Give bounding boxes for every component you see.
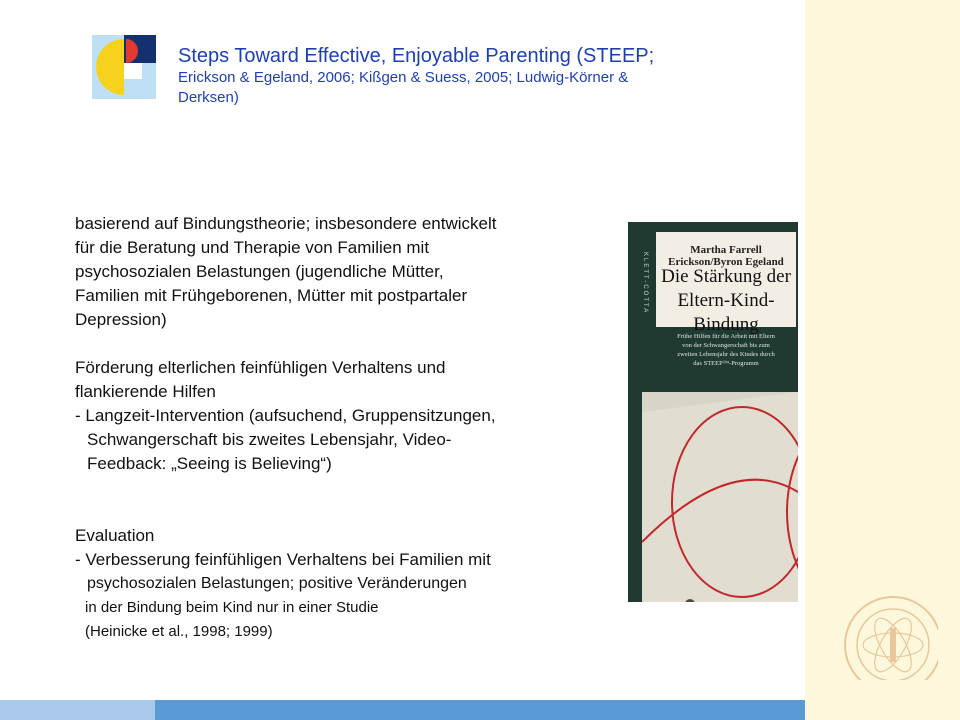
book-subtitle-line: von der Schwangerschaft bis zum	[682, 342, 770, 349]
body-line: - Langzeit-Intervention (aufsuchend, Gruppensitzungen,	[75, 406, 496, 425]
body-line: - Verbesserung feinfühligen Verhaltens bei Familien mit	[75, 550, 491, 569]
university-seal-icon	[818, 590, 938, 680]
university-logo-icon	[92, 35, 156, 99]
book-subtitle-line: das STEEP™-Programm	[693, 360, 759, 367]
book-subtitle	[666, 332, 786, 368]
slide-subtitle-line1: Erickson & Egeland, 2006; Kißgen & Suess, 2005; Ludwig-Körner &	[178, 69, 629, 86]
body-line: in der Bindung beim Kind nur in einer Studie	[85, 599, 379, 616]
body-line: flankierende Hilfen	[75, 382, 216, 401]
book-publisher: KLETT-COTTA	[642, 252, 648, 315]
body-line: Förderung elterlichen feinfühligen Verhaltens und	[75, 358, 446, 377]
body-line: (Heinicke et al., 1998; 1999)	[85, 623, 273, 640]
book-title-line2: Eltern-Kind-Bindung	[677, 290, 775, 335]
slide-header	[178, 44, 778, 108]
book-cover-image	[628, 222, 798, 602]
slide-body	[75, 212, 620, 644]
body-line: Evaluation	[75, 526, 155, 545]
book-cover-photo	[642, 392, 798, 602]
slide-title: Steps Toward Effective, Enjoyable Parenting (STEEP;	[178, 45, 655, 67]
body-line: für die Beratung und Therapie von Familien mit	[75, 238, 430, 257]
bottom-bar-light-segment	[0, 700, 155, 720]
body-line: psychosozialen Belastungen (jugendliche Mütter,	[75, 262, 444, 281]
book-title	[656, 265, 796, 337]
book-title-line1: Die Stärkung der	[661, 266, 791, 287]
body-line: Feedback: „Seeing is Believing“)	[87, 454, 332, 473]
bottom-bar	[0, 700, 805, 720]
body-line: Depression)	[75, 310, 167, 329]
body-line: psychosozialen Belastungen; positive Veränderungen	[87, 575, 467, 592]
book-subtitle-line: zweiten Lebensjahr des Kindes durch	[677, 351, 775, 358]
book-subtitle-line: Frühe Hilfen für die Arbeit mit Eltern	[677, 333, 775, 340]
body-line: Familien mit Frühgeborenen, Mütter mit postpartaler	[75, 286, 468, 305]
body-line: basierend auf Bindungstheorie; insbesondere entwickelt	[75, 214, 497, 233]
book-title-label	[656, 232, 796, 335]
slide-subtitle-line2: Derksen)	[178, 89, 239, 106]
body-line: Schwangerschaft bis zweites Lebensjahr, Video-	[87, 430, 452, 449]
book-author: Martha Farrell Erickson/Byron Egeland	[668, 244, 784, 268]
